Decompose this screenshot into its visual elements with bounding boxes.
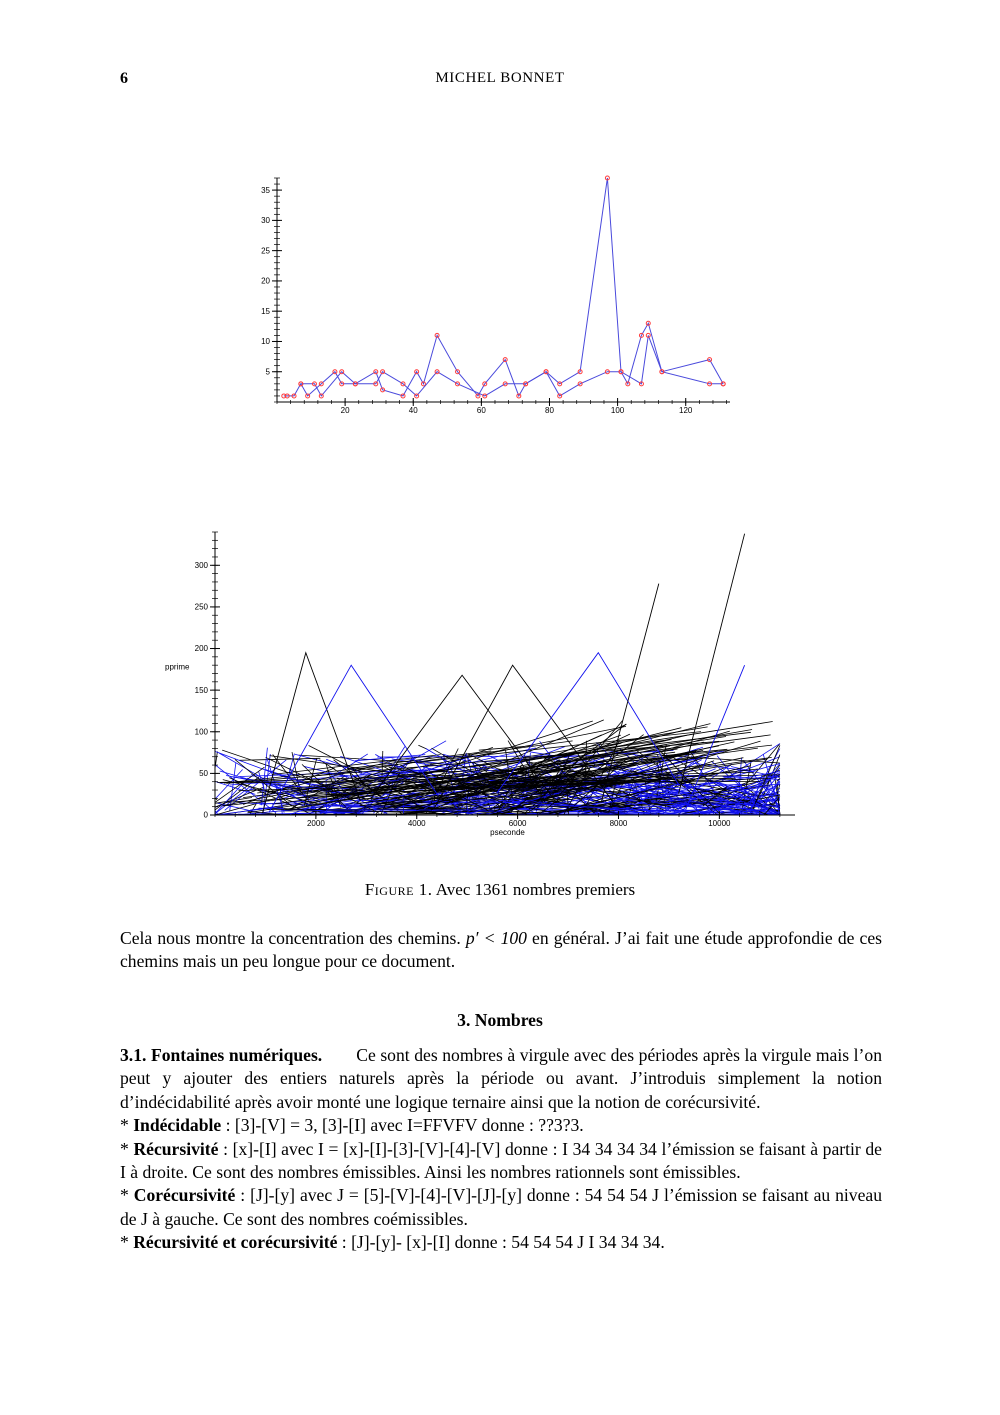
running-head-author: MICHEL BONNET (435, 70, 565, 86)
item-star: * (120, 1115, 134, 1136)
figure-1-bottom-plot (155, 528, 805, 843)
subsection-text: Ce sont des nombres à virgule avec des périodes après la virgule mais l’on peut y ajouter des entiers naturels après la période ou avant. J’introduis simplement la notion d’indécidabilité après avoir monté une logique ternaire ainsi que la notion de corécursivité. (120, 1045, 882, 1112)
x-tick-label: 4000 (407, 819, 426, 828)
item-term: Indécidable (133, 1115, 222, 1136)
y-tick-label: 35 (261, 185, 270, 195)
intro-paragraph (120, 927, 882, 974)
item-recursivite-corecursivite (120, 1231, 882, 1254)
y-tick-label: 10 (261, 337, 270, 347)
y-tick-label: 5 (265, 367, 270, 377)
x-tick-label: 80 (545, 406, 554, 415)
intro-math: p′ < 100 (465, 928, 527, 948)
x-tick-label: 60 (476, 406, 486, 415)
series-line (301, 335, 723, 396)
item-star: * (120, 1138, 134, 1159)
x-tick-label: 8000 (609, 819, 628, 828)
item-recursivite (120, 1138, 882, 1185)
y-tick-label: 30 (261, 216, 270, 226)
y-tick-label: 250 (194, 602, 208, 612)
item-term: Récursivité et corécursivité (133, 1232, 338, 1253)
series-lines (215, 534, 780, 815)
figure-caption (120, 880, 880, 900)
x-tick-label: 120 (679, 406, 693, 415)
caption-label: Figure 1. (364, 880, 433, 899)
y-tick-label: 25 (261, 246, 270, 256)
subsection-3-1 (120, 1044, 882, 1255)
item-star: * (120, 1232, 134, 1253)
x-tick-label: 10000 (708, 819, 731, 828)
series-line (284, 178, 723, 396)
item-text: : [x]-[I] avec I = [x]-[I]-[3]-[V]-[4]-[V] donne : I 34 34 34 34 l’émission se faisant à partir de I à droite. Ce sont des nombres émissibles. Ainsi les nombres rationnels sont émissibles. (120, 1138, 882, 1183)
running-head (120, 70, 880, 94)
section-title: 3. Nombres (457, 1010, 543, 1030)
item-text: : [J]-[y] avec J = [5]-[V]-[4]-[V]-[J]-[y] donne : 54 54 54 J l’émission se faisant au niveau de J à gauche. Ce sont des nombres coémissibles. (120, 1185, 883, 1229)
y-tick-label: 200 (194, 644, 208, 654)
y-tick-label: 0 (203, 810, 208, 820)
x-tick-label: 20 (340, 406, 350, 415)
item-text: : [3]-[V] = 3, [3]-[I] avec I=FFVFV donne : ??3?3. (221, 1115, 584, 1136)
item-corecursivite (120, 1184, 882, 1231)
x-tick-label: 6000 (508, 819, 527, 828)
x-tick-label: 100 (610, 406, 625, 415)
y-tick-label: 150 (194, 685, 208, 695)
item-term: Récursivité (133, 1138, 219, 1159)
item-text: : [J]-[y]- [x]-[I] donne : 54 54 54 J I 34 34 34. (337, 1232, 665, 1253)
caption-text: Avec 1361 nombres premiers (432, 880, 636, 899)
y-tick-label: 15 (261, 306, 270, 316)
item-indecidable (120, 1114, 882, 1137)
item-star: * (120, 1185, 134, 1206)
y-tick-label: 20 (261, 276, 270, 286)
intro-text-2: en général. J’ai fait une étude approfondie de ces chemins mais un peu longue pour ce document. (120, 928, 882, 972)
page-number: 6 (120, 70, 128, 87)
subsection-title: 3.1. Fontaines numériques. (120, 1045, 323, 1065)
y-tick-label: 100 (194, 727, 208, 737)
path-segment (418, 745, 427, 749)
item-term: Corécursivité (133, 1185, 236, 1206)
figure-1-top-plot (250, 170, 740, 420)
y-axis-label: pprime (165, 662, 190, 672)
y-tick-label: 50 (199, 769, 208, 779)
intro-text-1: Cela nous montre la concentration des chemins. (120, 928, 466, 948)
y-tick-label: 300 (194, 560, 208, 570)
x-tick-label: 2000 (306, 819, 325, 828)
x-axis-label: pseconde (490, 828, 525, 837)
x-tick-label: 40 (408, 406, 418, 415)
